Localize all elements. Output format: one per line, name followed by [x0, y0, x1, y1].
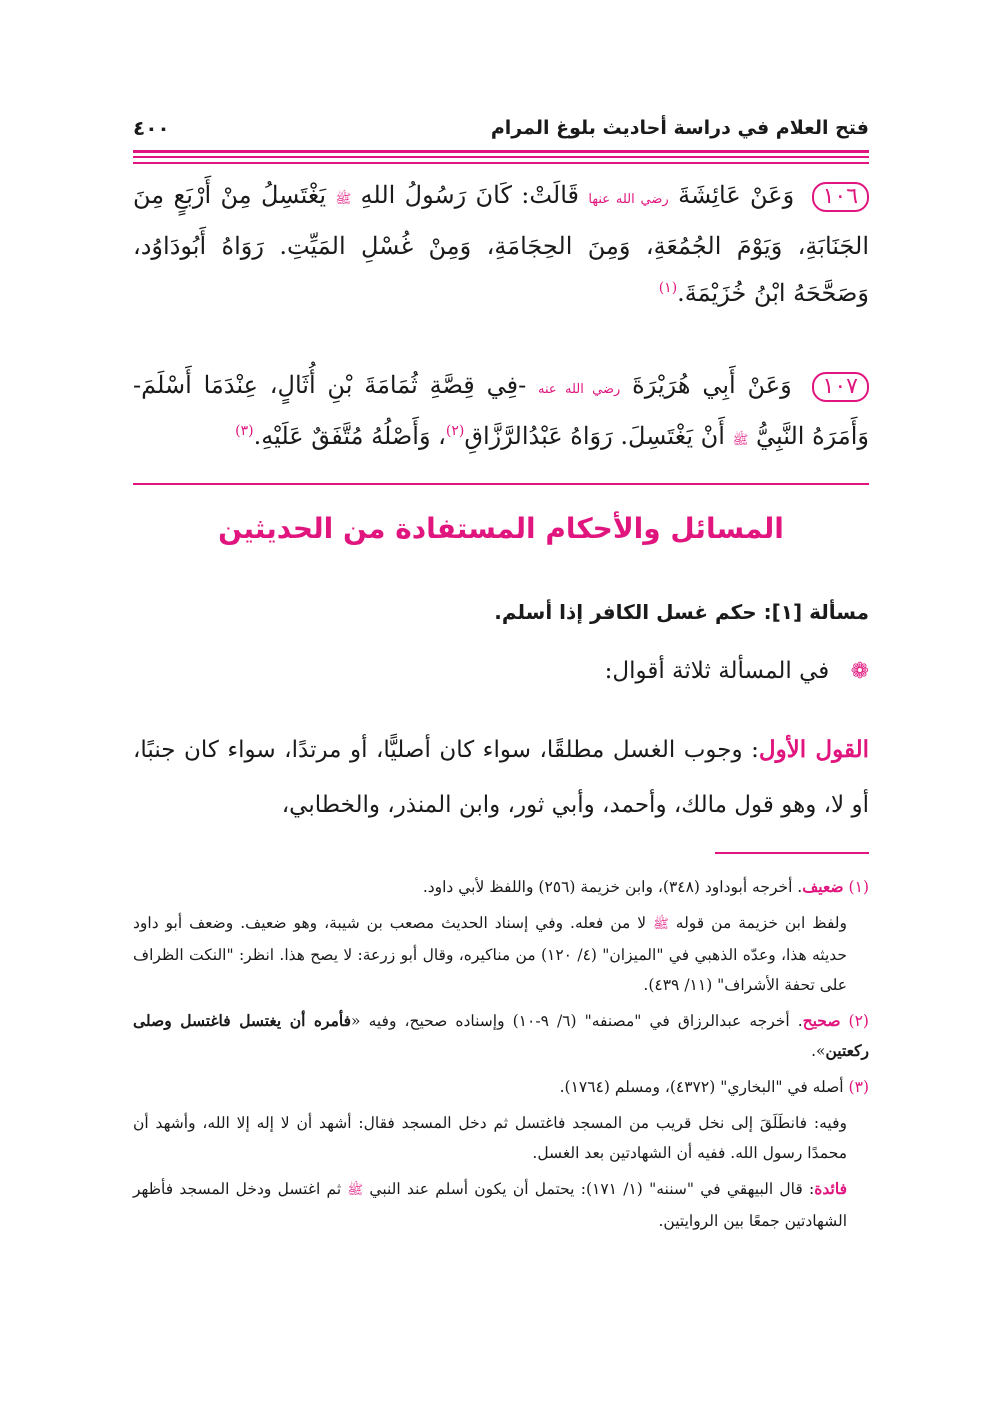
honorific-glyph: رضي الله عنها	[588, 192, 669, 207]
salawat-glyph: ﷺ	[653, 917, 669, 932]
footnote-ref[interactable]: (١)	[658, 280, 678, 296]
hadith-text: يَغْتَسِلُ مِنْ أَرْبَعٍ مِنَ الجَنَابَةِ، وَيَوْمَ الجُمُعَةِ، وَمِنَ الحِجَامَةِ، وَمِنْ غُسْلِ المَيِّتِ. رَوَاهُ أَبُودَاوُد، وَصَحَّحَهُ ابْنُ خُزَيْمَةَ.	[133, 181, 869, 307]
footnote-3-detail	[133, 1108, 869, 1168]
footnote-text: ».	[811, 1042, 826, 1060]
footnote-3-faida	[133, 1174, 869, 1236]
page-header	[133, 112, 869, 144]
footnote-text: أصله في "البخاري" (٤٣٧٢)، ومسلم (١٧٦٤).	[559, 1078, 844, 1096]
faida-label: فائدة	[814, 1179, 847, 1198]
footnote-number: (٢)	[848, 1012, 869, 1030]
point-text: في المسألة ثلاثة أقوال:	[604, 658, 830, 684]
footnote-text: . أخرجه أبوداود (٣٤٨)، وابن خزيمة (٢٥٦) واللفظ لأبي داود.	[422, 878, 803, 896]
running-title: فتح العلام في دراسة أحاديث بلوغ المرام	[490, 117, 869, 139]
hadith-text: أَنْ يَغْتَسِلَ. رَوَاهُ عَبْدُالرَّزَّاقِ	[464, 422, 725, 450]
footnote-3	[133, 1072, 869, 1102]
page-number: ٤٠٠	[133, 116, 170, 140]
footnote-text: ولفظ ابن خزيمة من قوله	[675, 914, 847, 932]
hadith-text: وَعَنْ عَائِشَةَ	[678, 181, 795, 209]
footnote-text: ثم اغتسل ودخل المسجد فأظهر الشهادتين جمعًا بين الروايتين.	[133, 1180, 847, 1230]
opinion-text: : وجوب الغسل مطلقًا، سواء كان أصليًّا، أو مرتدًا، سواء كان جنبًا، أو لا، وهو قول مالك، وأحمد، وأبي ثور، وابن المنذر، والخطابي،	[133, 737, 869, 818]
salawat-glyph: ﷺ	[347, 1183, 364, 1198]
footnote-ref[interactable]: (٣)	[235, 423, 254, 439]
grade-label: صحيح	[802, 1011, 841, 1030]
footnote-1-detail	[133, 908, 869, 1000]
quoted-text: فأمره أن يغتسل فاغتسل وصلى ركعتين	[133, 1011, 869, 1060]
point-line	[133, 658, 869, 684]
footnote-number: (١)	[848, 878, 869, 896]
footnote-text: . أخرجه عبدالرزاق في "مصنفه" (٦/ ٩-١٠) وإسناده صحيح، وفيه «	[351, 1012, 803, 1030]
opinion-paragraph	[133, 722, 869, 833]
footnote-text: لا من فعله. وفي إسناد الحديث مصعب بن شيبة، وهو ضعيف. وضعف أبو داود حديثه هذا، وعدّه الذهبي في "الميزان" (٤/ ١٢٠) من مناكيره، وقال أبو زرعة: لا يصح هذا. انظر: "النكت الظراف على تحفة الأشراف" (١١/ ٤٣٩).	[133, 914, 848, 994]
hadith-106	[133, 172, 869, 317]
issue-heading	[133, 600, 869, 624]
honorific-glyph: رضي الله عنه	[538, 382, 621, 397]
footnote-2	[133, 1006, 869, 1066]
footnote-1	[133, 872, 869, 902]
flower-bullet-icon: ❁	[850, 659, 869, 684]
footnote-text: : قال البيهقي في "سننه" (١/ ١٧١): يحتمل أن يكون أسلم عند النبي	[369, 1180, 815, 1198]
salawat-glyph: ﷺ	[732, 433, 749, 448]
hadith-107	[133, 362, 869, 464]
footnotes	[133, 872, 869, 1242]
footnote-ref[interactable]: (٢)	[445, 423, 465, 439]
grade-label: ضعيف	[802, 877, 844, 896]
header-rule	[133, 162, 869, 164]
section-divider	[133, 483, 869, 485]
hadith-text: وَعَنْ أَبِي هُرَيْرَةَ	[632, 371, 792, 399]
hadith-text: ، وَأَصْلُهُ مُتَّفَقٌ عَلَيْهِ.	[253, 422, 446, 450]
header-rule	[133, 156, 869, 158]
footnote-separator	[715, 852, 869, 854]
issue-title: حكم غسل الكافر إذا أسلم.	[494, 600, 757, 624]
hadith-text: قَالَتْ: كَانَ رَسُولُ اللهِ	[360, 181, 580, 209]
section-heading: المسائل والأحكام المستفادة من الحديثين	[218, 512, 784, 545]
hadith-number-badge: ١٠٧	[812, 372, 869, 402]
footnote-number: (٣)	[848, 1078, 869, 1096]
opinion-label: القول الأول	[758, 736, 869, 763]
hadith-number-badge: ١٠٦	[812, 182, 869, 212]
hadith-text: -فِي قِصَّةِ ثُمَامَةَ بْنِ أُثَالٍ، عِنْدَمَا أَسْلَمَ- وَأَمَرَهُ النَّبِيُّ	[133, 371, 869, 450]
issue-label: مسألة [١]:	[763, 600, 869, 624]
footnote-text: وفيه: فانطَلَقَ إلى نخل قريب من المسجد فاغتسل ثم دخل المسجد فقال: أشهد أن لا إله إلا الله، وأشهد أن محمدًا رسول الله. ففيه أن الشهادتين بعد الغسل.	[133, 1114, 847, 1162]
salawat-glyph: ﷺ	[335, 192, 352, 207]
header-rule	[133, 150, 869, 153]
